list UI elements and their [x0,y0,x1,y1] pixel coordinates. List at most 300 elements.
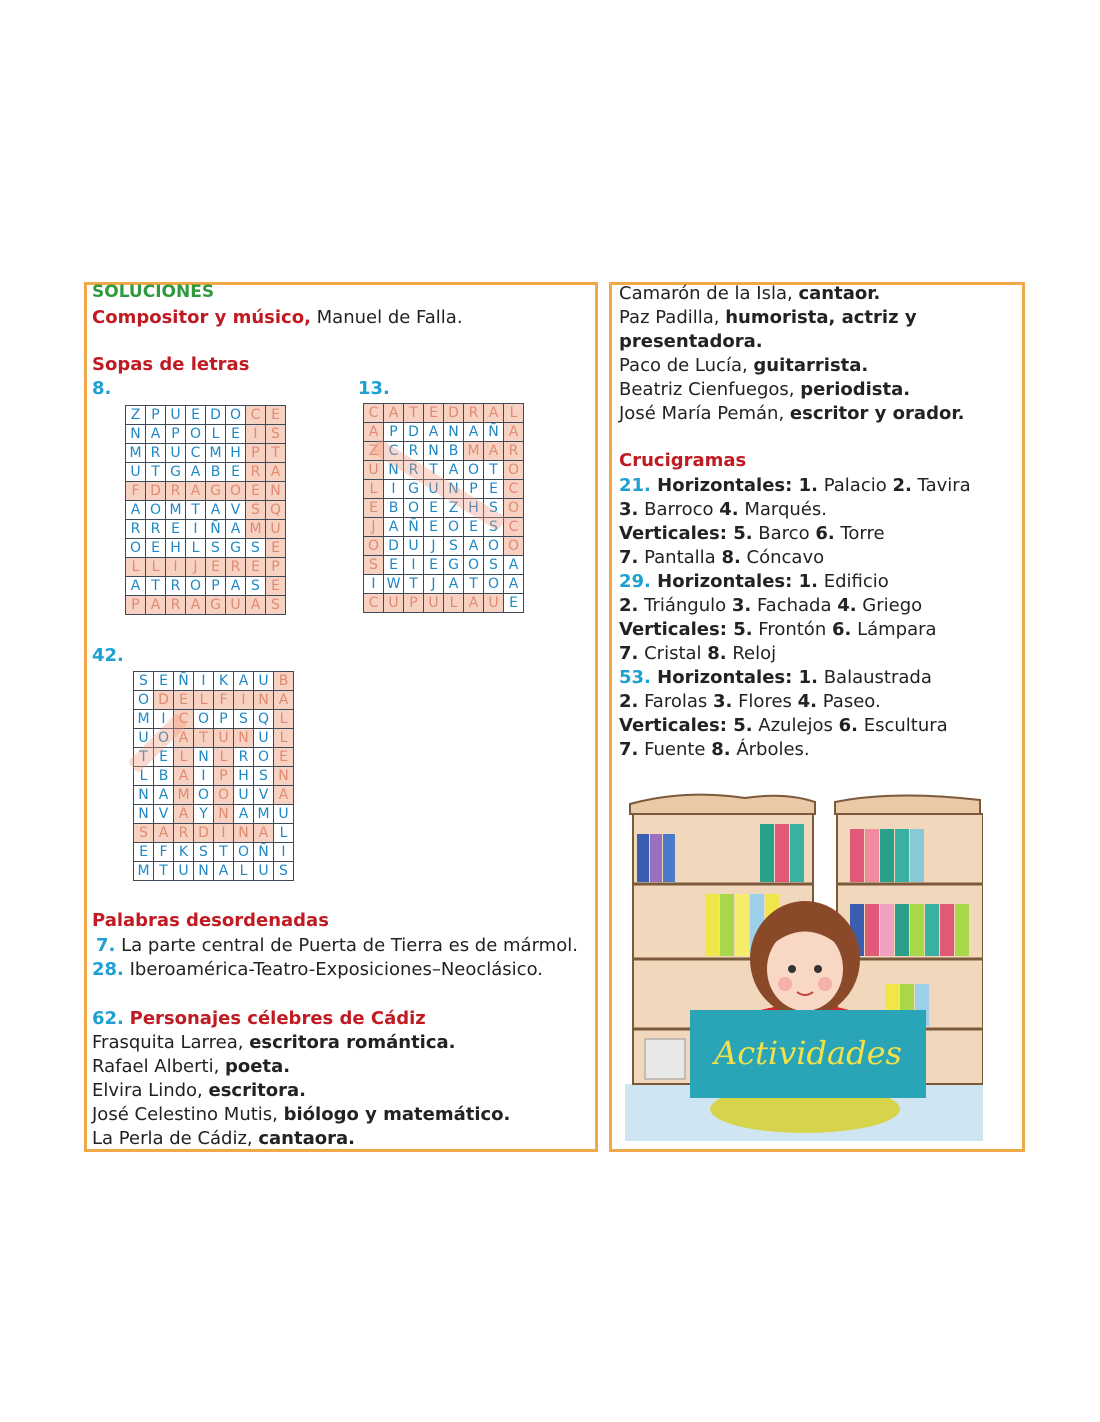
grid-letter: I [274,843,294,862]
personaje-item [619,402,964,426]
personaje-item [619,282,964,306]
grid-letter: S [266,596,286,615]
crossword-answer: Escultura [858,715,948,736]
grid-letter: S [246,539,266,558]
grid-letter: E [246,482,266,501]
grid-letter: R [404,442,424,461]
grid-letter: U [226,596,246,615]
grid-letter: F [126,482,146,501]
crucigramas-heading: Crucigramas [619,450,747,471]
grid-letter: L [364,480,384,499]
personaje-name: José Celestino Mutis, [92,1104,284,1125]
crossword-line [619,498,971,522]
verticales-label: Verticales: [619,715,734,736]
grid-letter: U [484,594,504,613]
grid-row [134,786,294,805]
grid-letter: L [206,425,226,444]
crossword-answer: Cristal [638,643,708,664]
grid-letter: N [234,824,254,843]
crossword-number: 1. [798,571,818,592]
grid-letter: M [134,710,154,729]
grid-letter: R [166,596,186,615]
grid-letter: G [404,480,424,499]
personaje-name: Elvira Lindo, [92,1080,209,1101]
grid-letter: E [186,406,206,425]
grid-letter: O [484,575,504,594]
grid-letter: J [186,558,206,577]
grid-letter: O [186,425,206,444]
crossword-line [619,594,971,618]
grid-letter: C [504,518,524,537]
sopa-number: 8. [92,378,112,399]
crossword-id: 53. [619,667,658,688]
grid-letter: U [254,862,274,881]
sopas-heading: Sopas de letras [92,354,250,375]
grid-letter: M [246,520,266,539]
personaje-role: periodista. [800,379,911,400]
grid-letter: L [234,862,254,881]
grid-letter: A [274,691,294,710]
grid-letter: E [226,425,246,444]
grid-letter: U [424,480,444,499]
grid-letter: A [186,463,206,482]
grid-row [364,594,524,613]
grid-letter: R [146,520,166,539]
grid-letter: U [274,805,294,824]
grid-letter: U [166,444,186,463]
grid-letter: O [226,482,246,501]
crossword-number: 6. [815,523,835,544]
grid-letter: E [424,556,444,575]
crossword-number: 4. [797,691,818,712]
grid-letter: Z [444,499,464,518]
grid-letter: P [166,425,186,444]
grid-letter: E [246,558,266,577]
grid-letter: M [464,442,484,461]
grid-letter: S [484,518,504,537]
grid-letter: E [154,748,174,767]
grid-letter: A [384,404,404,423]
crossword-answer: Árboles. [730,739,810,760]
crossword-answer: Cóncavo [740,547,825,568]
grid-letter: I [404,556,424,575]
crossword-number: 1. [798,667,818,688]
grid-row [126,596,286,615]
grid-letter: E [154,672,174,691]
grid-row [134,862,294,881]
personaje-name: Frasquita Larrea, [92,1032,250,1053]
grid-letter: U [254,729,274,748]
grid-letter: U [404,537,424,556]
grid-letter: O [194,786,214,805]
library-scene-icon [625,784,983,1141]
grid-letter: R [226,558,246,577]
grid-letter: A [464,594,484,613]
grid-letter: U [364,461,384,480]
grid-letter: A [126,501,146,520]
grid-letter: N [444,480,464,499]
grid-letter: D [206,406,226,425]
grid-letter: I [154,710,174,729]
grid-letter: O [186,577,206,596]
grid-letter: C [364,404,384,423]
grid-letter: T [186,501,206,520]
crossword-answer: Palacio [817,475,893,496]
grid-letter: I [214,824,234,843]
grid-letter: A [504,556,524,575]
crossword-answer: Barroco [638,499,720,520]
crossword-answer: Tavira [911,475,971,496]
grid-letter: U [424,594,444,613]
palabras-heading: Palabras desordenadas [92,910,329,931]
grid-letter: O [134,691,154,710]
grid-letter: U [234,786,254,805]
grid-letter: O [484,537,504,556]
grid-letter: F [214,691,234,710]
grid-letter: N [134,805,154,824]
crossword-id: 21. [619,475,658,496]
crossword-answer: Torre [834,523,885,544]
grid-letter: N [234,729,254,748]
grid-letter: A [274,786,294,805]
grid-letter: I [246,425,266,444]
grid-letter: J [424,575,444,594]
soluciones-title: SOLUCIONES [92,282,215,302]
crucigramas-solutions [619,474,971,762]
grid-letter: P [384,423,404,442]
grid-letter: A [146,425,166,444]
horizontales-label: Horizontales: [657,475,799,496]
word-search-grid-42 [133,671,294,881]
grid-letter: E [166,520,186,539]
personaje-role: presentadora. [619,331,763,352]
crossword-answer: Triángulo [638,595,732,616]
grid-letter: G [206,596,226,615]
grid-letter: A [484,442,504,461]
grid-letter: H [226,444,246,463]
grid-letter: A [504,575,524,594]
grid-letter: A [174,729,194,748]
grid-letter: O [504,461,524,480]
grid-letter: V [154,805,174,824]
grid-letter: T [194,729,214,748]
crossword-number: 5. [733,715,753,736]
grid-letter: V [254,786,274,805]
grid-letter: I [234,691,254,710]
grid-letter: G [444,556,464,575]
grid-row [126,539,286,558]
grid-letter: A [154,824,174,843]
grid-letter: T [154,862,174,881]
grid-letter: P [126,596,146,615]
crossword-line [619,642,971,666]
grid-row [126,463,286,482]
grid-letter: T [266,444,286,463]
crossword-answer: Marqués. [738,499,827,520]
grid-letter: A [464,537,484,556]
personaje-item [619,378,964,402]
grid-letter: O [194,710,214,729]
grid-letter: O [404,499,424,518]
grid-letter: U [254,672,274,691]
grid-row [126,444,286,463]
grid-letter: L [126,558,146,577]
grid-letter: C [186,444,206,463]
grid-letter: T [134,748,154,767]
grid-letter: A [214,862,234,881]
grid-letter: G [226,539,246,558]
grid-letter: R [126,520,146,539]
crossword-number: 5. [733,523,753,544]
grid-letter: A [254,824,274,843]
grid-letter: N [384,461,404,480]
grid-letter: O [504,499,524,518]
personaje-role: cantaor. [798,283,881,304]
grid-row [134,824,294,843]
crossword-number: 7. [619,547,639,568]
horizontales-label: Horizontales: [657,571,799,592]
grid-letter: H [166,539,186,558]
grid-letter: N [424,442,444,461]
grid-letter: M [206,444,226,463]
grid-letter: A [504,423,524,442]
crossword-line [619,546,971,570]
grid-letter: G [206,482,226,501]
crossword-line [619,570,971,594]
crossword-line [619,714,971,738]
grid-row [126,425,286,444]
grid-letter: T [424,461,444,480]
grid-letter: D [146,482,166,501]
personajes-list-continued [619,282,964,426]
crossword-answer: Edificio [817,571,889,592]
personaje-name: José María Pemán, [619,403,790,424]
grid-letter: A [444,575,464,594]
grid-letter: P [404,594,424,613]
grid-row [134,710,294,729]
grid-letter: A [484,404,504,423]
grid-letter: L [146,558,166,577]
word-search-grid-13 [363,403,524,613]
grid-row [364,556,524,575]
grid-letter: E [384,556,404,575]
grid-letter: Z [364,442,384,461]
grid-letter: S [484,556,504,575]
grid-letter: M [134,862,154,881]
grid-letter: R [166,482,186,501]
grid-letter: V [226,501,246,520]
crossword-number: 6. [831,619,852,640]
grid-letter: T [484,461,504,480]
grid-letter: N [214,805,234,824]
grid-letter: P [214,767,234,786]
grid-letter: P [146,406,166,425]
crossword-line [619,738,971,762]
crossword-answer: Reloj [726,643,777,664]
grid-letter: Q [266,501,286,520]
grid-letter: O [154,729,174,748]
grid-letter: S [246,577,266,596]
grid-letter: L [134,767,154,786]
grid-letter: S [134,824,154,843]
grid-letter: J [364,518,384,537]
grid-letter: E [424,518,444,537]
personaje-role: cantaora. [258,1128,355,1149]
grid-letter: C [174,710,194,729]
grid-letter: T [404,575,424,594]
grid-letter: A [384,518,404,537]
grid-row [364,575,524,594]
personaje-item [92,1055,510,1079]
grid-letter: S [206,539,226,558]
grid-letter: A [226,520,246,539]
grid-letter: A [234,672,254,691]
grid-letter: M [254,805,274,824]
crossword-number: 2. [619,691,639,712]
crossword-id: 29. [619,571,658,592]
grid-letter: N [266,482,286,501]
crossword-line [619,690,971,714]
grid-letter: P [464,480,484,499]
crossword-number: 7. [619,739,639,760]
grid-letter: S [484,499,504,518]
grid-letter: L [186,539,206,558]
grid-letter: Ñ [404,518,424,537]
grid-letter: A [226,577,246,596]
grid-row [126,558,286,577]
grid-letter: U [174,862,194,881]
grid-letter: H [464,499,484,518]
grid-letter: I [194,672,214,691]
personaje-role: biólogo y matemático. [283,1104,511,1125]
crossword-number: 4. [837,595,857,616]
crossword-number: 8. [721,547,741,568]
grid-letter: Y [194,805,214,824]
grid-letter: A [266,463,286,482]
grid-letter: E [266,406,286,425]
grid-letter: I [364,575,384,594]
grid-letter: E [226,463,246,482]
grid-letter: C [246,406,266,425]
grid-letter: R [464,404,484,423]
sign-text: Actividades [714,1034,902,1072]
grid-letter: L [194,691,214,710]
personaje-role: poeta. [225,1056,291,1077]
grid-letter: I [194,767,214,786]
verticales-label: Verticales: [619,619,734,640]
crossword-answer: Farolas [638,691,713,712]
personaje-name: Beatriz Cienfuegos, [619,379,801,400]
grid-letter: S [274,862,294,881]
grid-letter: D [384,537,404,556]
grid-letter: A [174,805,194,824]
grid-letter: A [424,423,444,442]
grid-letter: T [214,843,234,862]
crossword-number: 4. [719,499,739,520]
verticales-label: Verticales: [619,523,734,544]
grid-letter: A [206,501,226,520]
crossword-answer: Flores [732,691,798,712]
grid-letter: O [504,537,524,556]
grid-letter: T [146,577,166,596]
grid-letter: N [134,786,154,805]
crossword-number: 5. [733,619,753,640]
crossword-number: 7. [619,643,639,664]
grid-letter: E [146,539,166,558]
grid-letter: A [234,805,254,824]
grid-letter: P [214,710,234,729]
grid-letter: P [206,577,226,596]
personajes-list [92,1031,510,1151]
personaje-name: Rafael Alberti, [92,1056,226,1077]
grid-row [126,577,286,596]
grid-letter: G [166,463,186,482]
grid-letter: T [404,404,424,423]
grid-letter: L [274,824,294,843]
grid-letter: C [384,442,404,461]
grid-row [126,501,286,520]
grid-letter: P [266,558,286,577]
grid-letter: S [444,537,464,556]
grid-letter: A [126,577,146,596]
personaje-name: Paz Padilla, [619,307,726,328]
grid-letter: L [214,748,234,767]
grid-letter: E [504,594,524,613]
grid-letter: K [174,843,194,862]
reading-girl-illustration [625,784,983,1141]
crossword-number: 3. [712,691,733,712]
grid-row [364,537,524,556]
grid-letter: E [266,577,286,596]
grid-letter: R [246,463,266,482]
grid-letter: I [384,480,404,499]
crossword-answer: Frontón [752,619,832,640]
grid-letter: O [126,539,146,558]
grid-letter: E [484,480,504,499]
grid-letter: D [404,423,424,442]
sopa-number: 13. [358,378,390,399]
crossword-answer: Azulejos [752,715,839,736]
grid-letter: D [154,691,174,710]
grid-letter: S [246,501,266,520]
grid-row [364,461,524,480]
grid-letter: K [214,672,234,691]
crossword-number: 6. [838,715,859,736]
grid-letter: R [174,824,194,843]
crossword-answer: Barco [752,523,816,544]
grid-letter: U [134,729,154,748]
crossword-number: 8. [711,739,731,760]
grid-row [134,843,294,862]
grid-letter: B [274,672,294,691]
grid-letter: A [464,423,484,442]
grid-letter: Ñ [484,423,504,442]
crossword-line [619,618,971,642]
grid-letter: A [364,423,384,442]
grid-letter: S [364,556,384,575]
grid-letter: Ñ [254,843,274,862]
grid-letter: E [364,499,384,518]
palabras-item: 7. La parte central de Puerta de Tierra es de mármol. [96,935,578,956]
grid-letter: O [254,748,274,767]
grid-row [364,423,524,442]
grid-letter: T [146,463,166,482]
grid-row [126,406,286,425]
grid-letter: R [234,748,254,767]
word-search-grid-8 [125,405,286,615]
grid-letter: T [464,575,484,594]
grid-letter: M [174,786,194,805]
